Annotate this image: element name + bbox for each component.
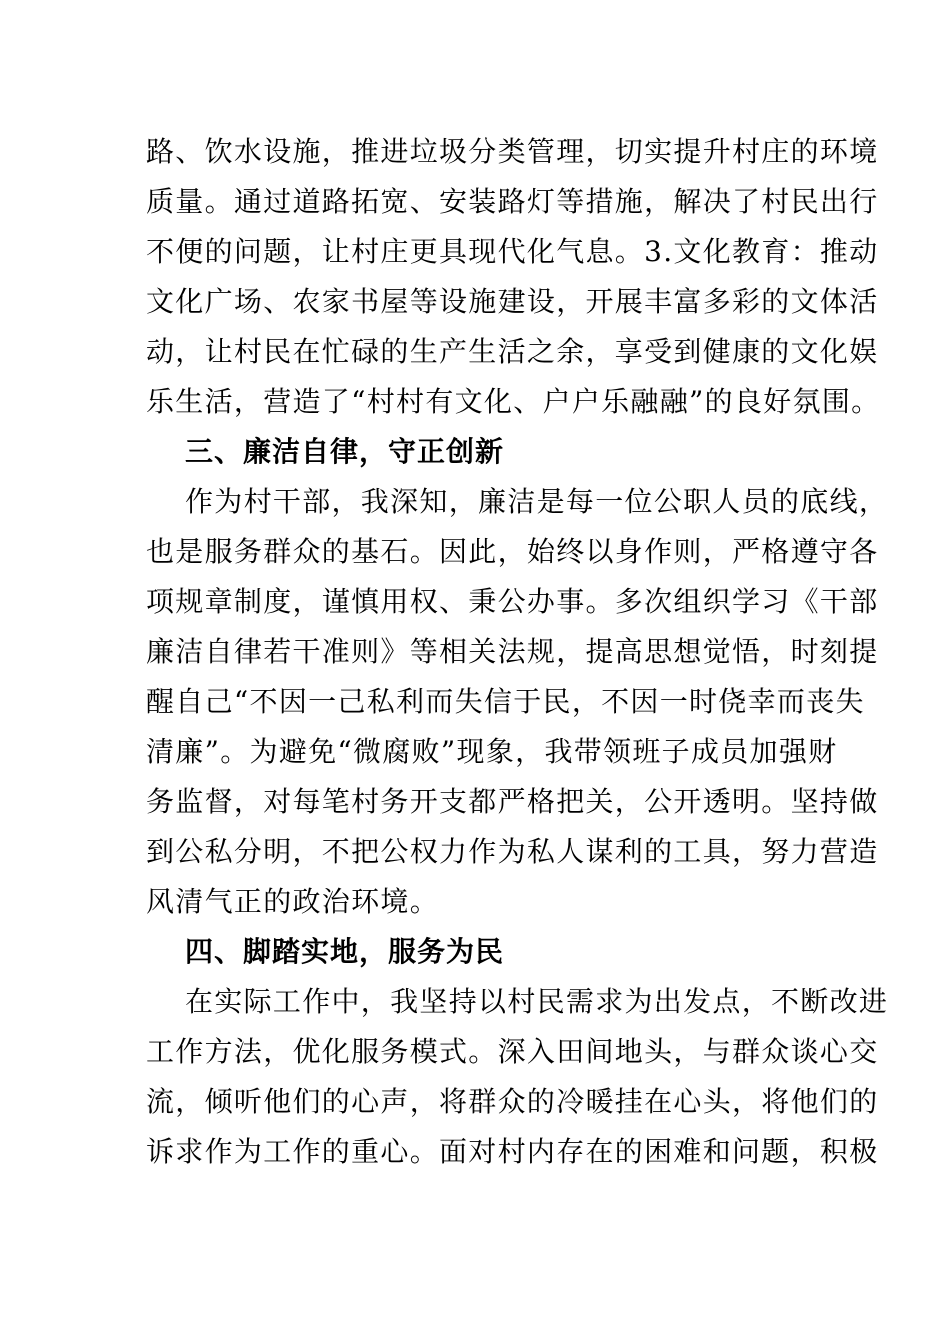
paragraph-line: 乐生活，营造了“村村有文化、户户乐融融”的良好氛围。 [146,385,881,418]
paragraph-line: 风清气正的政治环境。 [146,885,440,918]
paragraph-line: 也是服务群众的基石。因此，始终以身作则，严格遵守各 [146,535,879,568]
section-heading: 三、廉洁自律，守正创新 [185,435,505,468]
paragraph-line: 流，倾听他们的心声，将群众的冷暖挂在心头，将他们的 [146,1085,879,1118]
paragraph-line: 文化广场、农家书屋等设施建设，开展丰富多彩的文体活 [146,285,879,318]
paragraph-line: 诉求作为工作的重心。面对村内存在的困难和问题，积极 [146,1135,879,1168]
paragraph-line: 醒自己“不因一己私利而失信于民，不因一时侥幸而丧失 [146,685,865,718]
paragraph-line: 到公私分明，不把公权力作为私人谋利的工具，努力营造 [146,835,879,868]
paragraph-line: 项规章制度，谨慎用权、秉公办事。多次组织学习《干部 [146,585,879,618]
paragraph-line: 路、饮水设施，推进垃圾分类管理，切实提升村庄的环境 [146,135,879,168]
paragraph-line: 作为村干部，我深知，廉洁是每一位公职人员的底线， [185,485,889,518]
paragraph-line: 清廉”。为避免“微腐败”现象，我带领班子成员加强财 [146,735,838,768]
paragraph-line: 廉洁自律若干准则》等相关法规，提高思想觉悟，时刻提 [146,635,879,668]
paragraph-line: 工作方法，优化服务模式。深入田间地头，与群众谈心交 [146,1035,879,1068]
paragraph-line: 不便的问题，让村庄更具现代化气息。3.文化教育：推动 [146,235,879,268]
section-heading: 四、脚踏实地，服务为民 [185,935,505,968]
paragraph-line: 质量。通过道路拓宽、安装路灯等措施，解决了村民出行 [146,185,879,218]
paragraph-line: 动，让村民在忙碌的生产生活之余，享受到健康的文化娱 [146,335,879,368]
paragraph-line: 在实际工作中，我坚持以村民需求为出发点，不断改进 [185,985,889,1018]
paragraph-line: 务监督，对每笔村务开支都严格把关，公开透明。坚持做 [146,785,879,818]
